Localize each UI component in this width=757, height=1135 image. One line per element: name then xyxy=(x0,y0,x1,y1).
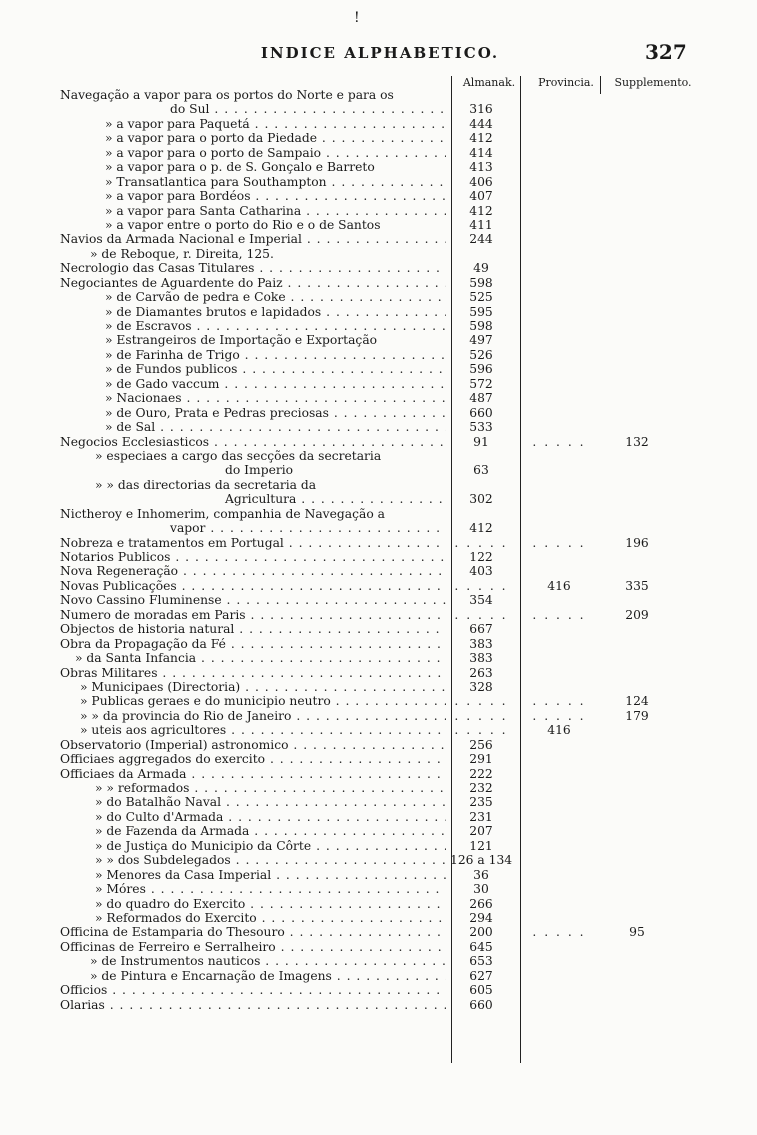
almanak-page-ref: 627 xyxy=(469,968,493,983)
almanak-page-ref: 572 xyxy=(469,376,493,391)
index-entry xyxy=(60,348,710,362)
entry-label: » de Escravos . . . xyxy=(60,319,446,333)
index-entry xyxy=(60,218,710,232)
supplemento-page-ref: 335 xyxy=(625,578,649,593)
index-entry xyxy=(60,189,710,203)
index-entry xyxy=(60,290,710,304)
index-entry xyxy=(60,449,710,463)
index-entry xyxy=(60,882,710,896)
entry-label: » » das directorias da secretaria da xyxy=(95,477,317,492)
almanak-page-ref: 294 xyxy=(469,910,493,925)
entry-label: Notarios Publicos . . . xyxy=(60,550,446,564)
index-entry xyxy=(60,102,710,116)
index-entry xyxy=(60,810,710,824)
almanak-page-ref: 91 xyxy=(473,434,489,449)
index-entry xyxy=(60,305,710,319)
entry-label: Numero de moradas em Paris . . . xyxy=(60,608,446,622)
entry-label: » da Santa Infancia . . . xyxy=(60,651,446,665)
index-entry xyxy=(60,232,710,246)
entry-label: Officios . . . xyxy=(60,983,446,997)
index-entry xyxy=(60,564,710,578)
entry-label: Nova Regeneração . . . xyxy=(60,564,446,578)
index-entry xyxy=(60,579,710,593)
provincia-page-ref: 416 xyxy=(547,578,571,593)
index-entry xyxy=(60,868,710,882)
almanak-page-ref: 328 xyxy=(469,679,493,694)
entry-label: » de Fundos publicos . . . xyxy=(60,362,446,376)
entry-label: » de Instrumentos nauticos . . . xyxy=(60,954,446,968)
index-entry xyxy=(60,261,710,275)
almanak-page-ref: 595 xyxy=(469,304,493,319)
entry-label: » de Pintura e Encarnação de Imagens . . . xyxy=(60,969,446,983)
index-entries xyxy=(60,88,710,1012)
almanak-page-ref: 122 xyxy=(469,550,493,564)
index-entry xyxy=(60,637,710,651)
almanak-page-ref: 231 xyxy=(469,809,493,824)
index-entry xyxy=(60,666,710,680)
column-header-almanak: Almanak. xyxy=(462,76,516,89)
leader-dots: . . . . . xyxy=(454,535,508,550)
entry-label: Navegação a vapor para os portos do Norte e para os xyxy=(60,88,394,102)
index-entry xyxy=(60,131,710,145)
almanak-page-ref: 497 xyxy=(469,333,493,348)
leader-dots: . . . . . xyxy=(532,925,586,940)
entry-label: » de Ouro, Prata e Pedras preciosas . . . xyxy=(60,406,446,420)
entry-label: Nictheroy e Inhomerim, companhia de Navegação a xyxy=(60,506,385,521)
index-entry xyxy=(60,723,710,737)
index-entry xyxy=(60,853,710,867)
entry-label: » » dos Subdelegados . . . xyxy=(60,853,446,867)
almanak-page-ref: 383 xyxy=(469,651,493,666)
header-mark: ! xyxy=(354,10,360,26)
entry-label: » Menores da Casa Imperial . . . xyxy=(60,868,446,882)
index-entry xyxy=(60,940,710,954)
entry-label: » de Sal . . . xyxy=(60,420,446,434)
index-entry xyxy=(60,276,710,290)
index-entry xyxy=(60,88,710,102)
entry-label: » » da provincia do Rio de Janeiro . . . xyxy=(60,709,446,723)
entry-label: Obra da Propagação da Fé . . . xyxy=(60,637,446,651)
almanak-page-ref: 412 xyxy=(469,521,493,536)
almanak-page-ref: 660 xyxy=(469,997,493,1012)
almanak-page-ref: 406 xyxy=(469,174,493,189)
almanak-page-ref: 263 xyxy=(469,665,493,680)
index-entry xyxy=(60,406,710,420)
supplemento-page-ref: 196 xyxy=(625,535,649,550)
index-entry xyxy=(60,680,710,694)
index-entry xyxy=(60,420,710,434)
index-entry xyxy=(60,492,710,506)
entry-label: Agricultura . . . xyxy=(60,492,446,506)
entry-label: » » reformados . . . xyxy=(60,781,446,795)
entry-label: » do Batalhão Naval . . . xyxy=(60,795,446,809)
index-entry xyxy=(60,377,710,391)
almanak-page-ref: 645 xyxy=(469,939,493,954)
index-entry xyxy=(60,795,710,809)
almanak-page-ref: 598 xyxy=(469,275,493,290)
entry-label: » Estrangeiros de Importação e Exportação xyxy=(105,333,378,348)
entry-label: » Publicas geraes e do municipio neutro . . . xyxy=(60,694,446,708)
almanak-page-ref: 63 xyxy=(473,463,489,478)
entry-label: do Imperio xyxy=(225,463,294,478)
entry-label: Obras Militares . . . xyxy=(60,666,446,680)
entry-label: » a vapor entre o porto do Rio e o de Santos xyxy=(105,217,381,232)
index-entry xyxy=(60,752,710,766)
index-entry xyxy=(60,175,710,189)
entry-label: Navios da Armada Nacional e Imperial . . . xyxy=(60,232,446,246)
almanak-page-ref: 487 xyxy=(469,391,493,406)
almanak-page-ref: 660 xyxy=(469,405,493,420)
entry-label: Objectos de historia natural . . . xyxy=(60,622,446,636)
almanak-page-ref: 30 xyxy=(473,882,489,897)
index-entry xyxy=(60,593,710,607)
entry-label: Officinas de Ferreiro e Serralheiro . . . xyxy=(60,940,446,954)
almanak-page-ref: 412 xyxy=(469,131,493,146)
column-header-provincia: Provincia. xyxy=(538,76,594,89)
index-entry xyxy=(60,954,710,968)
index-entry xyxy=(60,911,710,925)
index-entry xyxy=(60,998,710,1012)
leader-dots: . . . . . xyxy=(532,607,586,622)
supplemento-page-ref: 132 xyxy=(625,434,649,449)
entry-label: » a vapor para Paquetá . . . xyxy=(60,117,446,131)
entry-label: » de Fazenda da Armada . . . xyxy=(60,824,446,838)
entry-label: » de Justiça do Municipio da Côrte . . . xyxy=(60,839,446,853)
index-entry xyxy=(60,333,710,347)
page-number: 327 xyxy=(645,40,687,64)
entry-label: Negocios Ecclesiasticos . . . xyxy=(60,435,446,449)
entry-label: » de Gado vaccum . . . xyxy=(60,377,446,391)
index-entry xyxy=(60,969,710,983)
index-entry xyxy=(60,536,710,550)
leader-dots: . . . . . xyxy=(532,434,586,449)
index-entry xyxy=(60,622,710,636)
almanak-page-ref: 383 xyxy=(469,636,493,651)
almanak-page-ref: 667 xyxy=(469,622,493,637)
index-entry xyxy=(60,160,710,174)
index-entry xyxy=(60,608,710,622)
index-entry xyxy=(60,824,710,838)
entry-label: Observatorio (Imperial) astronomico . . . xyxy=(60,738,446,752)
leader-dots: . . . . . xyxy=(532,694,586,709)
index-entry xyxy=(60,925,710,939)
column-header-supplemento: Supplemento. xyxy=(614,76,692,89)
entry-label: » de Carvão de pedra e Coke . . . xyxy=(60,290,446,304)
leader-dots: . . . . . xyxy=(454,708,508,723)
index-entry xyxy=(60,709,710,723)
index-entry xyxy=(60,362,710,376)
almanak-page-ref: 525 xyxy=(469,290,493,305)
entry-label: » a vapor para Bordéos . . . xyxy=(60,189,446,203)
index-entry xyxy=(60,319,710,333)
almanak-page-ref: 653 xyxy=(469,954,493,969)
entry-label: Olarias . . . xyxy=(60,998,446,1012)
leader-dots: . . . . . xyxy=(454,578,508,593)
entry-label: » Municipaes (Directoria) . . . xyxy=(60,680,446,694)
entry-label: Novas Publicações . . . xyxy=(60,579,446,593)
index-entry xyxy=(60,839,710,853)
almanak-page-ref: 49 xyxy=(473,261,489,276)
index-entry xyxy=(60,391,710,405)
index-entry xyxy=(60,738,710,752)
almanak-page-ref: 222 xyxy=(469,766,493,781)
entry-label: Nobreza e tratamentos em Portugal . . . xyxy=(60,536,446,550)
almanak-page-ref: 596 xyxy=(469,362,493,377)
supplemento-page-ref: 179 xyxy=(625,708,649,723)
index-entry xyxy=(60,146,710,160)
almanak-page-ref: 403 xyxy=(469,564,493,579)
almanak-page-ref: 200 xyxy=(469,925,493,940)
index-entry xyxy=(60,435,710,449)
entry-label: Negociantes de Aguardente do Paiz . . . xyxy=(60,276,446,290)
index-entry xyxy=(60,478,710,492)
almanak-page-ref: 256 xyxy=(469,737,493,752)
page-title: INDICE ALPHABETICO. xyxy=(260,44,500,62)
entry-label: » uteis aos agricultores . . . xyxy=(60,723,446,737)
almanak-page-ref: 598 xyxy=(469,319,493,333)
entry-label: » a vapor para o porto de Sampaio . . . xyxy=(60,146,446,160)
index-entry xyxy=(60,651,710,665)
entry-label: Necrologio das Casas Titulares . . . xyxy=(60,261,446,275)
leader-dots: . . . . . xyxy=(454,694,508,709)
almanak-page-ref: 302 xyxy=(469,492,493,507)
index-entry xyxy=(60,507,710,521)
index-entry xyxy=(60,204,710,218)
entry-label: » a vapor para Santa Catharina . . . xyxy=(60,204,446,218)
index-entry xyxy=(60,247,710,261)
almanak-page-ref: 232 xyxy=(469,781,493,795)
almanak-page-ref: 126 a 134 xyxy=(450,853,513,868)
index-entry xyxy=(60,694,710,708)
entry-label: » do quadro do Exercito . . . xyxy=(60,897,446,911)
entry-label: » do Culto d'Armada . . . xyxy=(60,810,446,824)
almanak-page-ref: 407 xyxy=(469,189,493,204)
supplemento-page-ref: 95 xyxy=(629,925,645,940)
almanak-page-ref: 526 xyxy=(469,347,493,362)
index-entry xyxy=(60,117,710,131)
entry-label: Novo Cassino Fluminense . . . xyxy=(60,593,446,607)
entry-label: Officiaes aggregados do exercito . . . xyxy=(60,752,446,766)
almanak-page-ref: 444 xyxy=(469,116,493,131)
almanak-page-ref: 414 xyxy=(469,145,493,160)
leader-dots: . . . . . xyxy=(454,723,508,738)
almanak-page-ref: 36 xyxy=(473,867,489,882)
index-entry xyxy=(60,767,710,781)
index-entry xyxy=(60,550,710,564)
entry-label: » a vapor para o porto da Piedade . . . xyxy=(60,131,446,145)
index-entry xyxy=(60,897,710,911)
almanak-page-ref: 413 xyxy=(469,160,493,175)
almanak-page-ref: 235 xyxy=(469,795,493,810)
leader-dots: . . . . . xyxy=(454,607,508,622)
entry-label: » especiaes a cargo das secções da secretaria xyxy=(95,448,382,463)
entry-label: » de Diamantes brutos e lapidados . . . xyxy=(60,305,446,319)
provincia-page-ref: 416 xyxy=(547,723,571,738)
supplemento-page-ref: 124 xyxy=(625,694,649,709)
almanak-page-ref: 316 xyxy=(469,102,493,117)
almanak-page-ref: 533 xyxy=(469,420,493,435)
entry-label: » de Reboque, r. Direita, 125. xyxy=(90,246,274,261)
leader-dots: . . . . . xyxy=(532,708,586,723)
almanak-page-ref: 121 xyxy=(469,838,493,853)
almanak-page-ref: 291 xyxy=(469,752,493,767)
almanak-page-ref: 605 xyxy=(469,983,493,998)
index-entry xyxy=(60,781,710,795)
index-entry xyxy=(60,983,710,997)
almanak-page-ref: 354 xyxy=(469,593,493,608)
entry-label: » Transatlantica para Southampton . . . xyxy=(60,175,446,189)
leader-dots: . . . . . xyxy=(532,535,586,550)
almanak-page-ref: 244 xyxy=(469,232,493,247)
index-entry xyxy=(60,463,710,477)
entry-label: Officiaes da Armada . . . xyxy=(60,767,446,781)
entry-label: » de Farinha de Trigo . . . xyxy=(60,348,446,362)
entry-label: » Nacionaes . . . xyxy=(60,391,446,405)
entry-label: » Reformados do Exercito . . . xyxy=(60,911,446,925)
almanak-page-ref: 207 xyxy=(469,824,493,839)
almanak-page-ref: 412 xyxy=(469,203,493,218)
index-entry xyxy=(60,521,710,535)
entry-label: » a vapor para o p. de S. Gonçalo e Barreto xyxy=(105,160,375,175)
almanak-page-ref: 411 xyxy=(469,217,493,232)
entry-label: do Sul . . . xyxy=(60,102,446,116)
entry-label: » Móres . . . xyxy=(60,882,446,896)
supplemento-page-ref: 209 xyxy=(625,607,649,622)
entry-label: Officina de Estamparia do Thesouro . . . xyxy=(60,925,446,939)
almanak-page-ref: 266 xyxy=(469,896,493,911)
entry-label: vapor . . . xyxy=(60,521,446,535)
